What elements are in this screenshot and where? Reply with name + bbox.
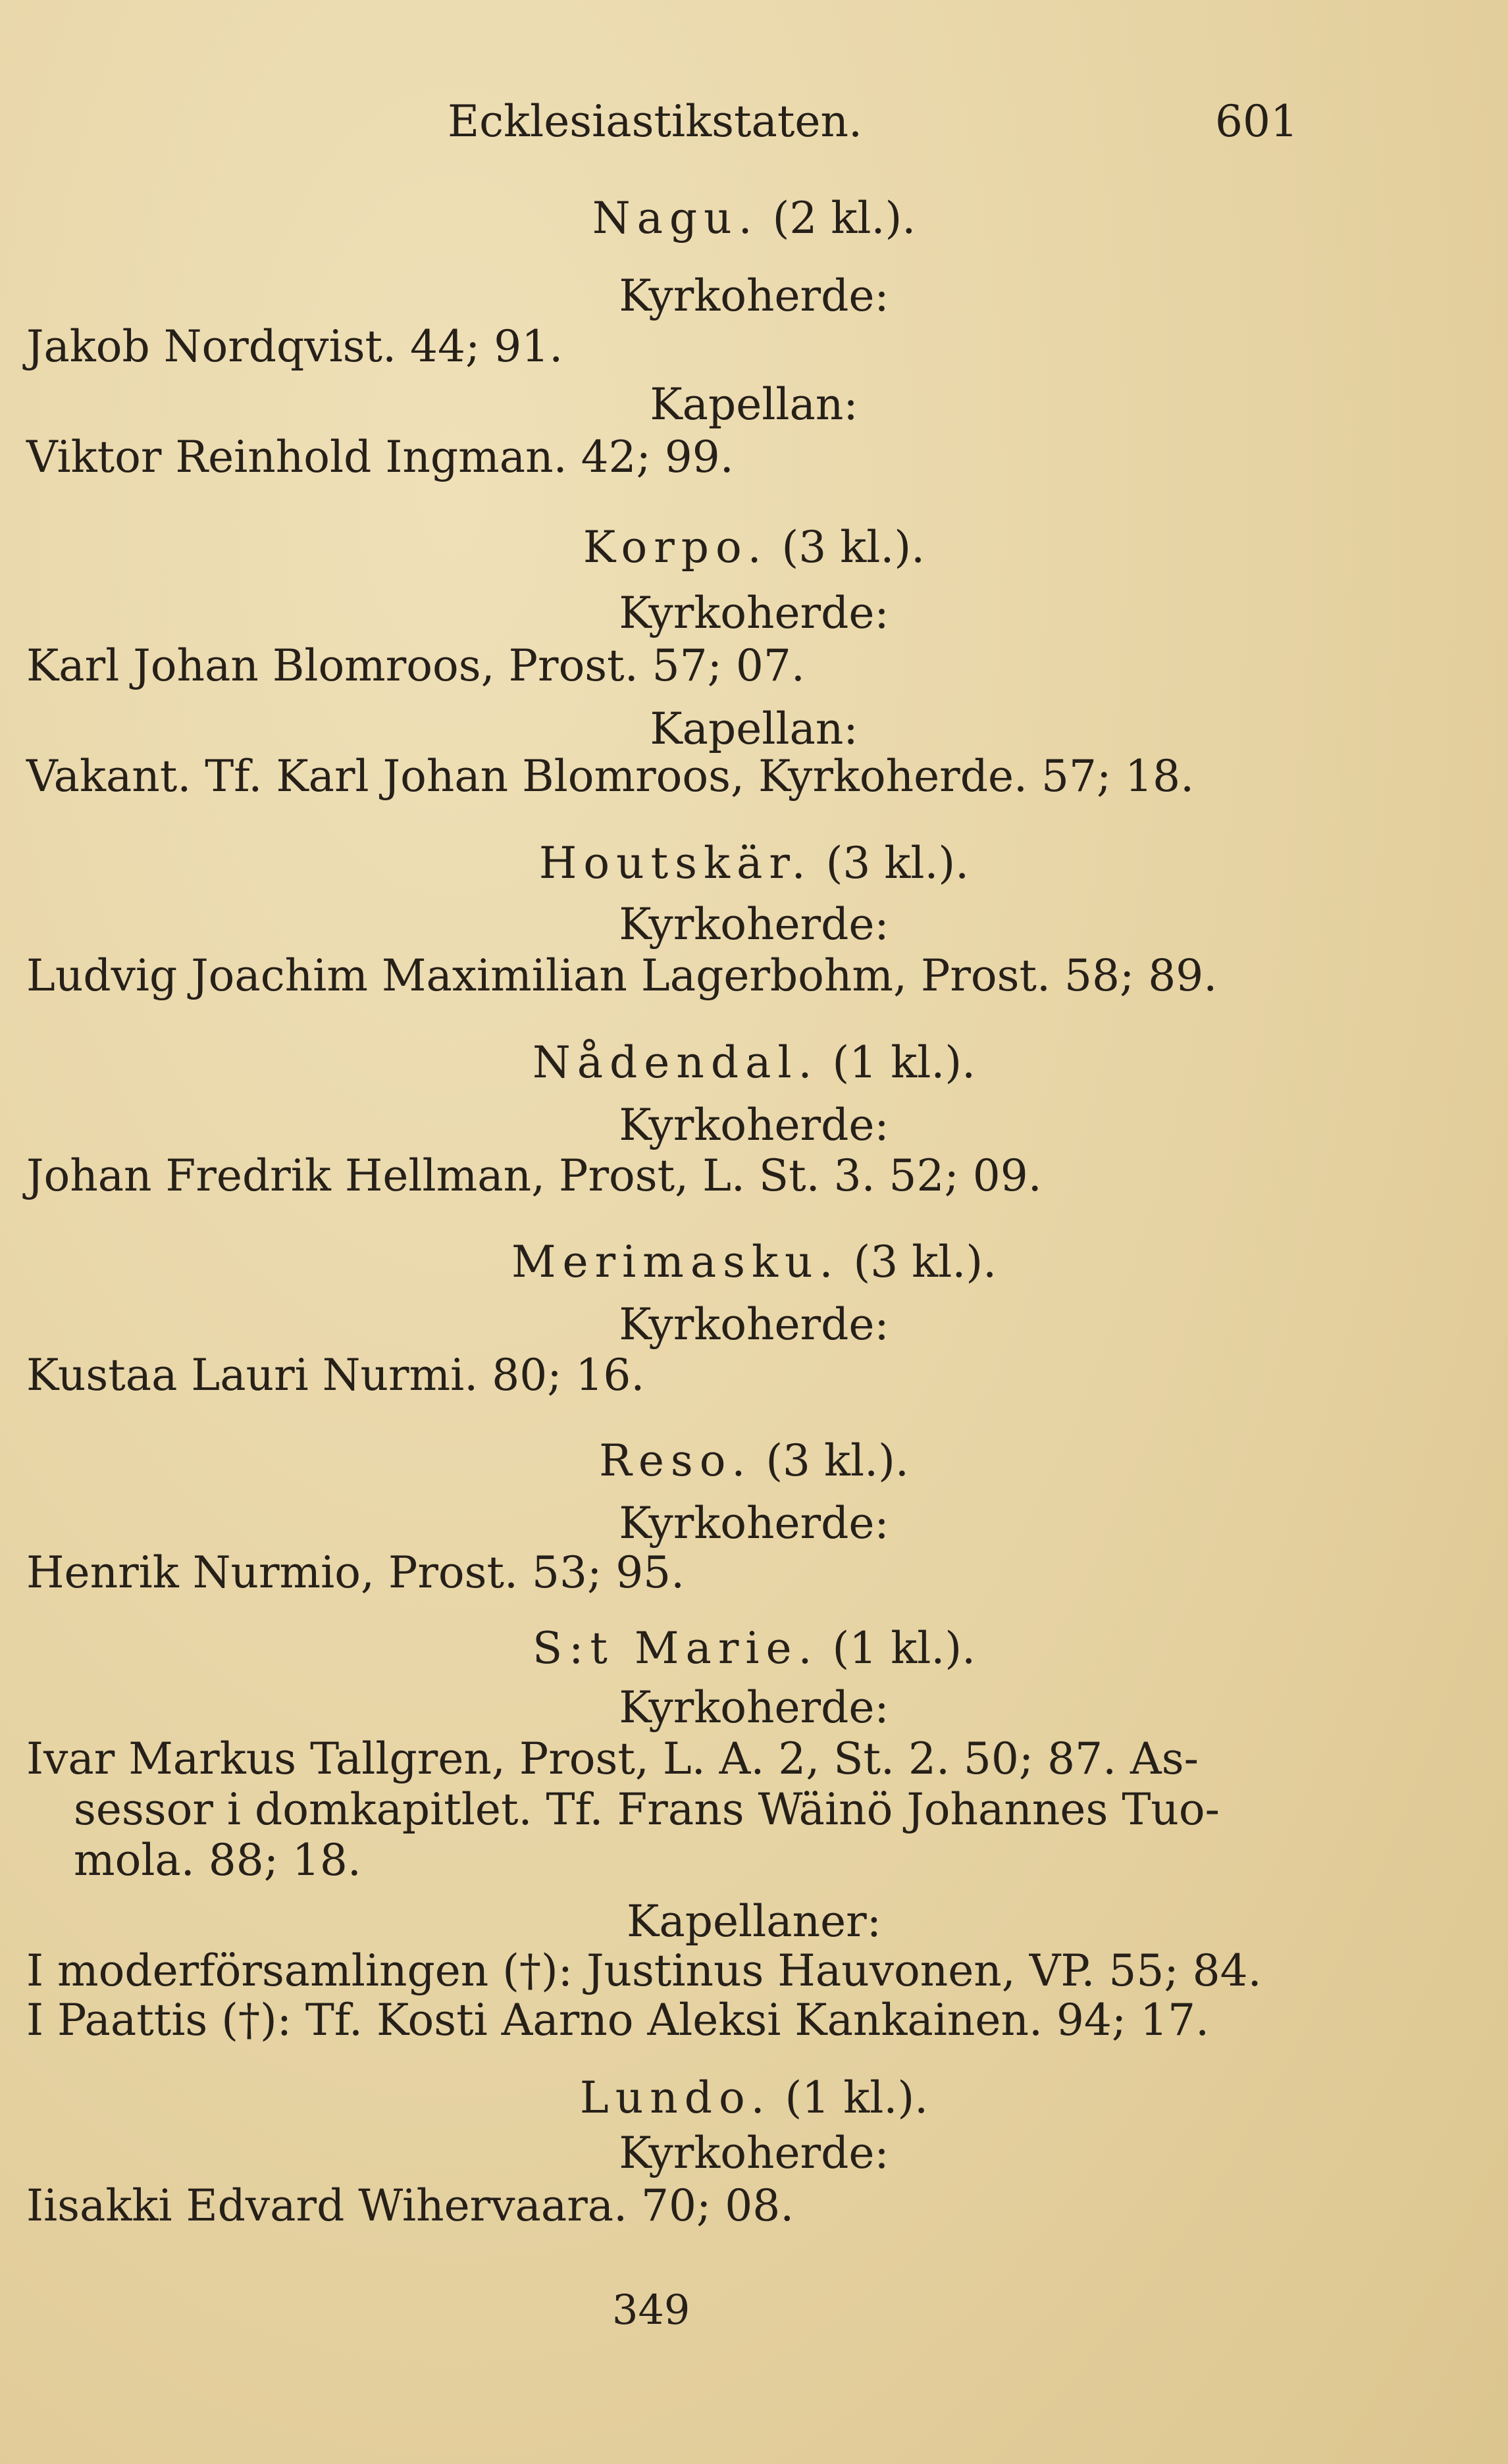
person-entry: Henrik Nurmio, Prost. 53; 95.: [26, 1547, 685, 1598]
page-number: 601: [1215, 96, 1298, 147]
role-label: Kyrkoherde:: [619, 2128, 889, 2178]
role-label: Kyrkoherde:: [619, 1100, 889, 1150]
parish-heading-nagu: Nagu. (2 kl.).: [592, 193, 916, 244]
role-label: Kyrkoherde:: [619, 270, 889, 321]
person-entry: Ivar Markus Tallgren, Prost, L. A. 2, St. 2. 50; 87. As-: [26, 1733, 1199, 1784]
person-entry: Karl Johan Blomroos, Prost. 57; 07.: [26, 640, 805, 691]
role-label: Kapellaner:: [627, 1896, 881, 1947]
person-entry: Johan Fredrik Hellman, Prost, L. St. 3. 52; 09.: [26, 1150, 1042, 1201]
parish-heading-st-marie: S:t Marie. (1 kl.).: [532, 1623, 976, 1674]
parish-heading-nadendal: Nådendal. (1 kl.).: [532, 1037, 976, 1088]
running-title: Ecklesiastikstaten.: [448, 96, 862, 147]
person-entry: Vakant. Tf. Karl Johan Blomroos, Kyrkoherde. 57; 18.: [26, 751, 1195, 802]
role-label: Kyrkoherde:: [619, 899, 889, 950]
parish-heading-korpo: Korpo. (3 kl.).: [583, 522, 925, 573]
person-entry: I moderförsamlingen (†): Justinus Hauvonen, VP. 55; 84.: [26, 1945, 1262, 1996]
person-entry: Viktor Reinhold Ingman. 42; 99.: [26, 432, 734, 482]
person-entry-continued: mola. 88; 18.: [74, 1835, 361, 1886]
person-entry: Ludvig Joachim Maximilian Lagerbohm, Prost. 58; 89.: [26, 950, 1218, 1001]
role-label: Kyrkoherde:: [619, 588, 889, 638]
role-label: Kapellan:: [650, 704, 858, 754]
person-entry-continued: sessor i domkapitlet. Tf. Frans Wäinö Johannes Tuo-: [74, 1784, 1220, 1835]
parish-heading-reso: Reso. (3 kl.).: [599, 1435, 909, 1486]
role-label: Kyrkoherde:: [619, 1682, 889, 1733]
parish-heading-lundo: Lundo. (1 kl.).: [579, 2072, 929, 2123]
person-entry: I Paattis (†): Tf. Kosti Aarno Aleksi Kankainen. 94; 17.: [26, 1995, 1210, 2045]
signature-mark: 349: [612, 2286, 690, 2334]
person-entry: Kustaa Lauri Nurmi. 80; 16.: [26, 1350, 645, 1400]
role-label: Kapellan:: [650, 379, 858, 430]
parish-heading-houtskar: Houtskär. (3 kl.).: [538, 838, 970, 888]
person-entry: Jakob Nordqvist. 44; 91.: [26, 321, 563, 372]
role-label: Kyrkoherde:: [619, 1299, 889, 1350]
role-label: Kyrkoherde:: [619, 1498, 889, 1549]
parish-heading-merimasku: Merimasku. (3 kl.).: [511, 1237, 997, 1287]
person-entry: Iisakki Edvard Wihervaara. 70; 08.: [26, 2180, 794, 2231]
